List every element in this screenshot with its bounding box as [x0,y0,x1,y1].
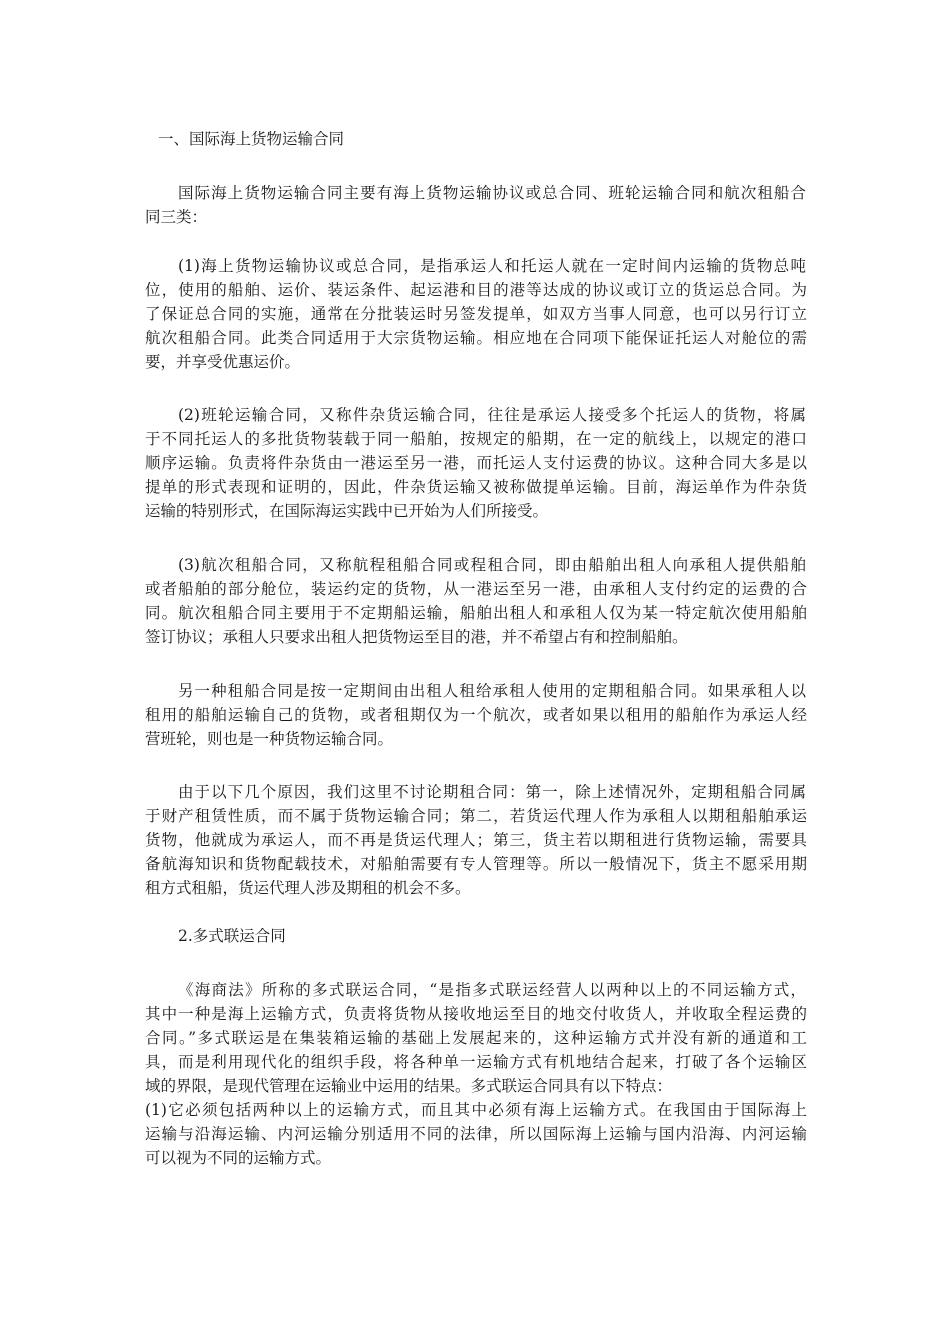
text-line: 顺序运输。负责将件杂货由一港运至另一港，而托运人支付运费的协议。这种合同大多是以 [145,454,807,472]
text-line: 航次租船合同。此类合同适用于大宗货物运输。相应地在合同项下能保证托运人对舱位的需 [145,329,807,347]
text-line: 同。航次租船合同主要用于不定期船运输，船舶出租人和承租人仅为某一特定航次使用船舶 [145,604,807,622]
text-line: 位，使用的船舶、运价、装运条件、起运港和目的港等达成的协议或订立的货运总合同。为 [145,281,807,299]
text-line: 域的界限，是现代管理在运输业中运用的结果。多式联运合同具有以下特点： [145,1077,673,1095]
text-line: 国际海上货物运输合同主要有海上货物运输协议或总合同、班轮运输合同和航次租船合 [178,184,806,202]
text-line: 由于以下几个原因，我们这里不讨论期租合同：第一，除上述情况外，定期租船合同属 [178,783,806,801]
section-heading-1: 一、国际海上货物运输合同 [158,130,345,148]
text-line: 于财产租赁性质，而不属于货物运输合同；第二，若货运代理人作为承租人以期租船舶承运 [145,807,807,825]
text-line: 了保证总合同的实施，通常在分批装运时另签发提单，如双方当事人同意，也可以另行订立 [145,305,807,323]
text-line: 运输与沿海运输、内河运输分别适用不同的法律，所以国际海上运输与国内沿海、内河运输 [145,1125,807,1143]
text-line: (3)航次租船合同，又称航程租船合同或程租合同，即由船舶出租人向承租人提供船舶 [178,556,806,574]
text-line: 《海商法》所称的多式联运合同，“是指多式联运经营人以两种以上的不同运输方式， [178,981,806,999]
text-line: 提单的形式表现和证明的，因此，件杂货运输又被称做提单运输。目前，海运单作为件杂货 [145,478,807,496]
text-line: 备航海知识和货物配载技术，对船舶需要有专人管理等。所以一般情况下，货主不愿采用期 [145,855,807,873]
text-line: 租用的船舶运输自己的货物，或者租期仅为一个航次，或者如果以租用的船舶作为承运人经 [145,706,807,724]
text-line: (1)海上货物运输协议或总合同，是指承运人和托运人就在一定时间内运输的货物总吨 [178,257,806,275]
section-heading-2: 2.多式联运合同 [178,927,286,945]
text-line: 其中一种是海上运输方式，负责将货物从接收地运至目的地交付收货人，并收取全程运费的 [145,1005,807,1023]
text-line: 合同。”多式联运是在集装箱运输的基础上发展起来的，这种运输方式并没有新的通道和工 [145,1029,807,1047]
text-line: (1)它必须包括两种以上的运输方式，而且其中必须有海上运输方式。在我国由于国际海上 [145,1101,807,1119]
text-line: 运输的特别形式，在国际海运实践中已开始为人们所接受。 [145,502,549,520]
text-line: 另一种租船合同是按一定期间由出租人租给承租人使用的定期租船合同。如果承租人以 [178,682,806,700]
text-line: 营班轮，则也是一种货物运输合同。 [145,730,394,748]
text-line: (2)班轮运输合同，又称件杂货运输合同，往往是承运人接受多个托运人的货物，将属 [178,406,806,424]
text-line: 签订协议；承租人只要求出租人把货物运至目的港，并不希望占有和控制船舶。 [145,628,688,646]
text-line: 货物，他就成为承运人，而不再是货运代理人；第三，货主若以期租进行货物运输，需要具 [145,831,807,849]
text-line: 要，并享受优惠运价。 [145,353,301,371]
text-line: 同三类： [145,208,208,226]
text-line: 租方式租船，货运代理人涉及期租的机会不多。 [145,879,471,897]
text-line: 或者船舶的部分舱位，装运约定的货物，从一港运至另一港，由承租人支付约定的运费的合 [145,580,807,598]
text-line: 可以视为不同的运输方式。 [145,1149,332,1167]
text-line: 于不同托运人的多批货物装载于同一船舶，按规定的船期，在一定的航线上，以规定的港口 [145,430,807,448]
text-line: 具，而是利用现代化的组织手段，将各种单一运输方式有机地结合起来，打破了各个运输区 [145,1053,807,1071]
